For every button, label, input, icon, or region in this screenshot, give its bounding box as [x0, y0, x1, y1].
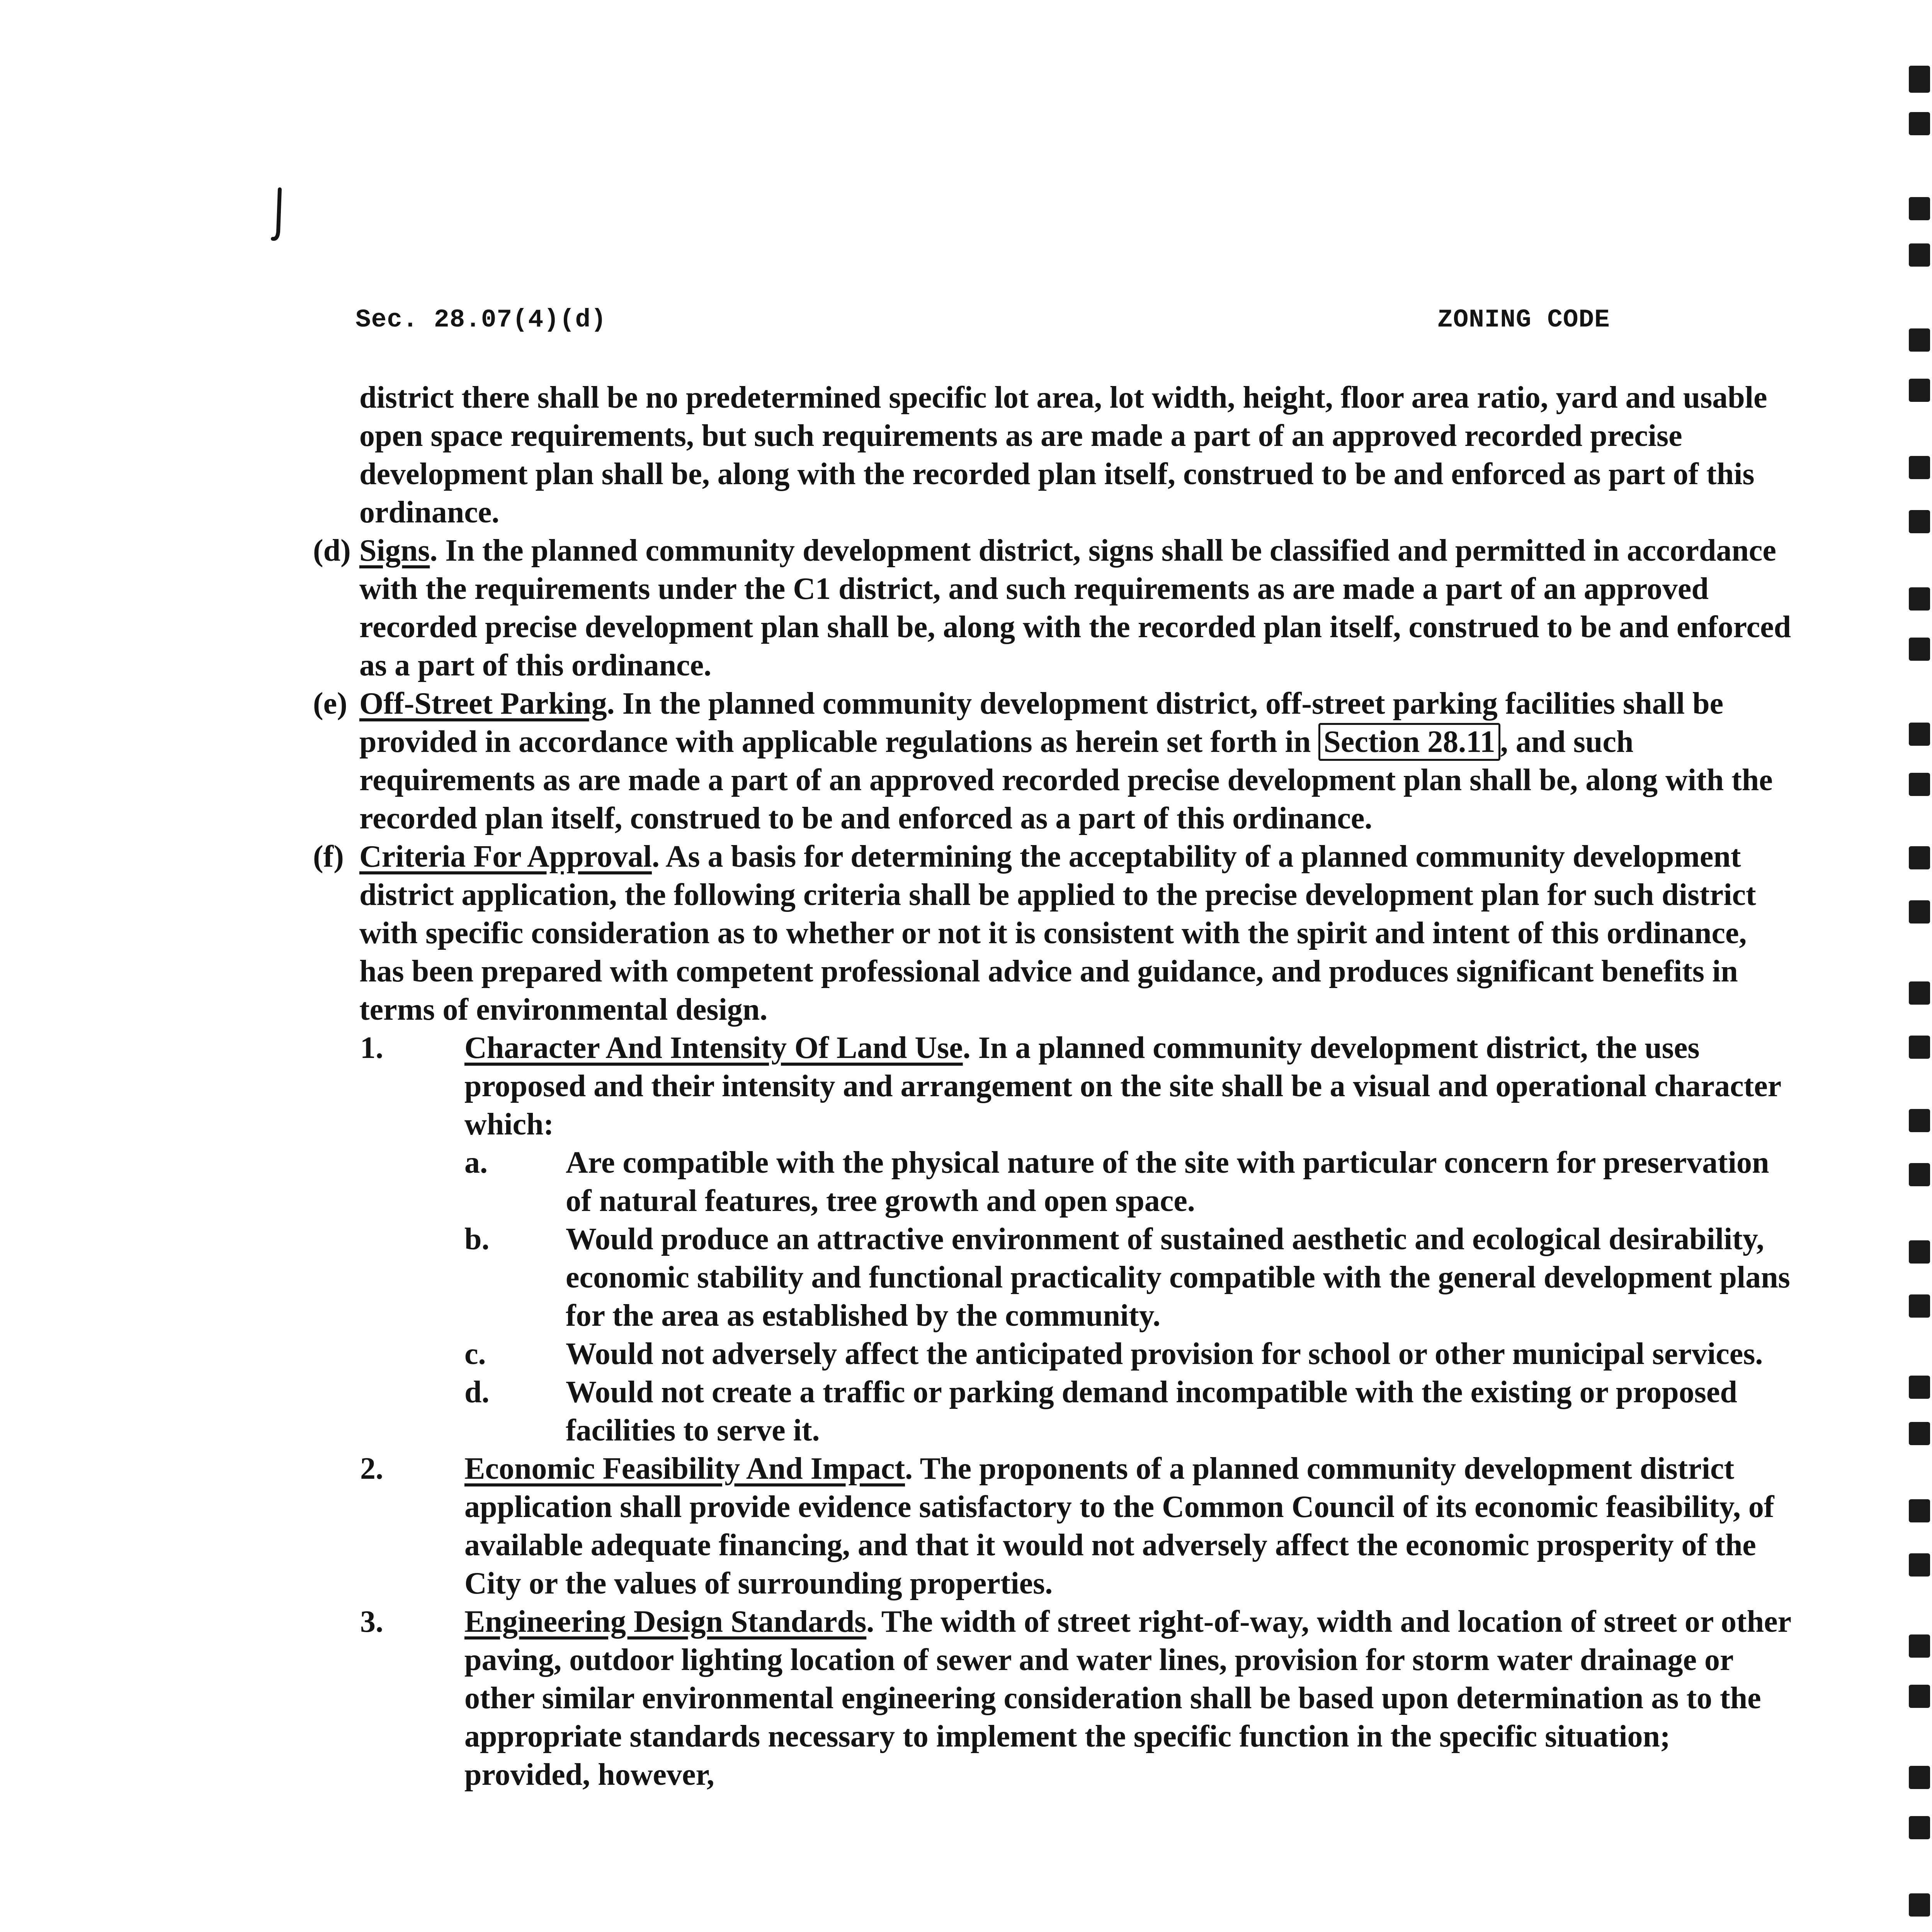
binding-mark	[1909, 66, 1930, 93]
item-body: Would not adversely affect the anticipated provision for school or other municipal services.	[566, 1337, 1763, 1371]
paragraph-heading: Criteria For Approval	[359, 840, 652, 874]
item-heading: Economic Feasibility And Impact	[464, 1452, 905, 1486]
item-body: Are compatible with the physical nature of the site with particular concern for preservation of natural features, tree growth and open space.	[566, 1146, 1769, 1218]
binding-mark	[1909, 1240, 1930, 1264]
paragraph-body: , and such requirements as are made a part of an approved recorded precise development plan shall be, along with the recorded plan itself, construed to be and enforced as a part of this ordinance.	[359, 725, 1773, 835]
item-number: 1.	[360, 1031, 383, 1065]
item-number: 2.	[360, 1452, 383, 1486]
paragraph-body: . As a basis for determining the acceptability of a planned community development district application, the following criteria shall be applied to the precise development plan for such district with specific consideration as to whether or not it is consistent with the spirit and intent of this ordinance, has been prepared with competent professional advice and guidance, and produces significant benefits in terms of environmental design.	[359, 840, 1756, 1027]
item-heading: Character And Intensity Of Land Use	[464, 1031, 963, 1065]
binding-mark	[1909, 723, 1930, 746]
pen-mark-icon	[270, 185, 286, 243]
binding-mark	[1909, 1163, 1930, 1186]
continuation-paragraph: district there shall be no predetermined specific lot area, lot width, height, floor area ratio, yard and usable open space requirements, but such requirements as are made a part of an approved recorded precise development plan shall be, along with the recorded plan itself, construed to be and enforced as part of this ordinance.	[359, 381, 1767, 529]
criteria-item	[360, 1450, 1797, 1603]
binding-mark	[1909, 1109, 1930, 1132]
sub-criteria-item	[464, 1373, 1797, 1450]
binding-mark	[1909, 112, 1930, 135]
sub-criteria-item	[464, 1335, 1797, 1373]
binding-mark	[1909, 379, 1930, 402]
binding-mark	[1909, 1553, 1930, 1577]
item-number: 3.	[360, 1605, 383, 1639]
paragraph-body: . In the planned community development district, off-street parking facilities shall be provided in accordance with applicable regulations as herein set forth in	[359, 687, 1724, 759]
paragraph-body: . In the planned community development district, signs shall be classified and permitted in accordance with the requirements under the C1 district, and such requirements as are made a part of an approved recorded precise development plan shall be, along with the recorded plan itself, construed to be and enforced as a part of this ordinance.	[359, 534, 1791, 682]
item-body: . The proponents of a planned community development district application shall provide evidence satisfactory to the Common Council of its economic feasibility, of available adequate financing, and that it would not adversely affect the economic prosperity of the City or the values of surrounding properties.	[464, 1452, 1774, 1600]
binding-mark	[1909, 1422, 1930, 1445]
binding-mark	[1909, 981, 1930, 1005]
binding-mark	[1909, 1685, 1930, 1708]
item-letter: d.	[464, 1375, 490, 1409]
paragraph-e	[313, 685, 1797, 838]
binding-mark	[1909, 1499, 1930, 1522]
binding-mark	[1909, 510, 1930, 533]
binding-mark	[1909, 328, 1930, 352]
binding-mark	[1909, 197, 1930, 220]
sub-criteria-item	[464, 1144, 1797, 1220]
paragraph-d	[313, 532, 1797, 685]
paragraph-heading: Signs	[359, 534, 430, 568]
binding-mark	[1909, 1893, 1930, 1917]
binding-mark	[1909, 1816, 1930, 1839]
item-letter: c.	[464, 1337, 486, 1371]
item-body: . In a planned community development district, the uses proposed and their intensity and arrangement on the site shall be a visual and operational character which:	[464, 1031, 1781, 1141]
item-body: Would not create a traffic or parking demand incompatible with the existing or proposed facilities to serve it.	[566, 1375, 1737, 1447]
criteria-item	[360, 1603, 1797, 1794]
binding-mark	[1909, 1766, 1930, 1789]
paragraph-f	[313, 838, 1797, 1029]
criteria-list	[360, 1029, 1797, 1794]
binding-mark	[1909, 456, 1930, 479]
page-title: ZONING CODE	[1437, 305, 1610, 334]
binding-mark	[1909, 243, 1930, 267]
binding-mark	[1909, 1294, 1930, 1318]
boxed-section-reference: Section 28.11	[1318, 723, 1500, 761]
binding-mark	[1909, 900, 1930, 923]
binding-mark	[1909, 1634, 1930, 1658]
paragraph-label: (e)	[313, 687, 347, 721]
item-body: Would produce an attractive environment of sustained aesthetic and ecological desirability, economic stability and functional practicality compatible with the general development plans for the area as established by the community.	[566, 1222, 1790, 1333]
item-body: . The width of street right-of-way, width and location of street or other paving, outdoor lighting location of sewer and water lines, provision for storm water drainage or other similar environmental engineering consideration shall be based upon determination as to the appropriate standards necessary to implement the specific function in the specific situation; provided, however,	[464, 1605, 1791, 1792]
binding-mark	[1909, 1036, 1930, 1059]
paragraph-label: (f)	[313, 840, 344, 874]
document-body	[313, 379, 1797, 1794]
paragraph-heading: Off-Street Parking	[359, 687, 607, 721]
binding-mark	[1909, 638, 1930, 661]
binding-mark	[1909, 1376, 1930, 1399]
item-heading: Engineering Design Standards	[464, 1605, 867, 1639]
sub-criteria-list	[464, 1144, 1797, 1450]
paragraph-label: (d)	[313, 534, 351, 568]
sub-criteria-item	[464, 1220, 1797, 1335]
binding-mark	[1909, 587, 1930, 611]
item-letter: a.	[464, 1146, 488, 1180]
criteria-item	[360, 1029, 1797, 1450]
section-reference: Sec. 28.07(4)(d)	[355, 305, 607, 334]
binding-mark	[1909, 773, 1930, 796]
binding-mark	[1909, 846, 1930, 869]
item-letter: b.	[464, 1222, 490, 1256]
